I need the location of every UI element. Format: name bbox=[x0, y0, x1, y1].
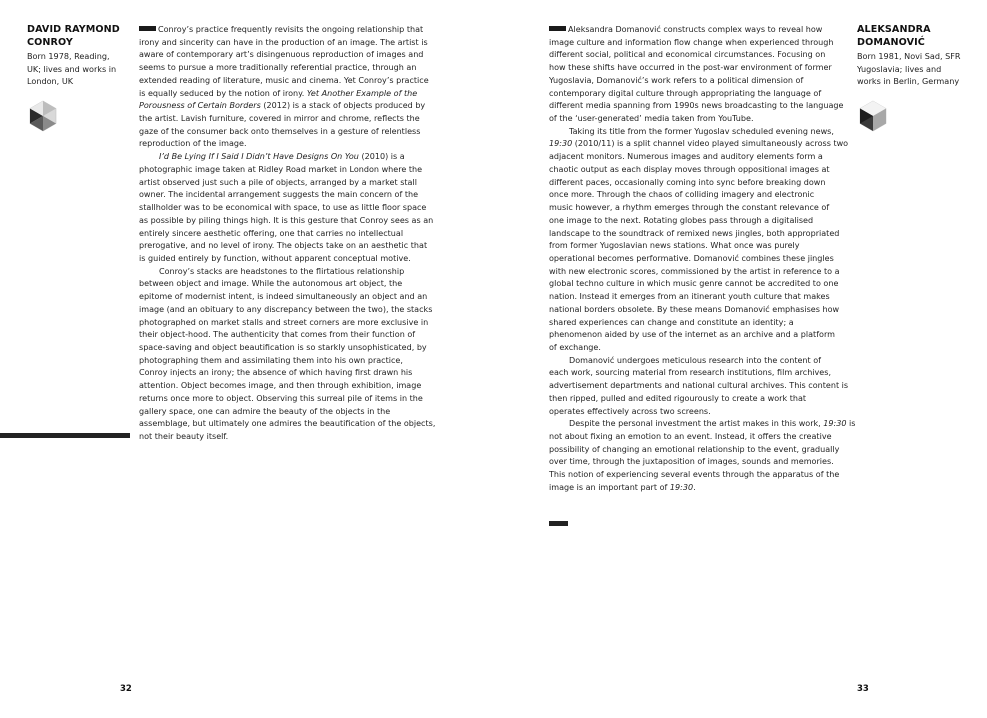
artist-name-line: CONROY bbox=[27, 36, 73, 48]
artwork-title: I’d Be Lying If I Said I Didn’t Have Designs On You bbox=[159, 152, 359, 162]
artwork-title: Yet Another Example of the bbox=[306, 88, 418, 98]
text-line: Aleksandra Domanović constructs complex ways to reveal how bbox=[568, 25, 823, 34]
text-line: entirely sincere aesthetic offering, one that carries no intellectual bbox=[139, 228, 404, 238]
text-line: prerogative, and no level of irony. The objects take on an aesthetic that bbox=[139, 241, 428, 251]
text-line: different social, political and economical circumstances. Focusing on bbox=[549, 50, 826, 60]
text-run: . bbox=[693, 482, 696, 492]
text-line: not their beauty itself. bbox=[139, 432, 229, 441]
text-line: gallery space, one can admire the beauty of the objects in the bbox=[139, 406, 391, 416]
text-line: extended reading of literature, music and cinema. Yet Conroy’s practice bbox=[139, 75, 429, 85]
text-line: photographic image taken at Ridley Road market in London where the bbox=[139, 164, 423, 174]
text-line: This notion of experiencing several events through the apparatus of the bbox=[549, 470, 840, 480]
artist-bio bbox=[27, 50, 127, 88]
artist-name-line: DOMANOVIĆ bbox=[857, 36, 925, 48]
text-line: with new electronic scores, commissioned by the artist in reference to a bbox=[549, 266, 840, 276]
text-line: returns once more to object. Observing this surreal pile of items in the bbox=[139, 393, 423, 403]
text-line: national borders obsolete. By these means Domanović emphasises how bbox=[549, 304, 840, 314]
text-line: different media spanning from 1990s news broadcasting to the language bbox=[549, 101, 844, 111]
text-line: image (and an obituary to any discrepancy between the two), the stacks bbox=[139, 304, 433, 314]
text-line: operates effectively across two screens. bbox=[549, 406, 711, 416]
artist-bio bbox=[857, 50, 972, 88]
bio-line: UK; lives and works in bbox=[27, 63, 117, 74]
text-line: stallholder was to be economical with space, to use as little floor space bbox=[139, 203, 427, 213]
text-line: space-saving and object beautification is so starkly unsophisticated, by bbox=[139, 342, 427, 352]
text-line: possibility of changing an emotional relationship to the event, gradually bbox=[549, 444, 840, 454]
text-line: of exchange. bbox=[549, 342, 601, 352]
text-line: aware of contemporary art’s disingenuous reproduction of images and bbox=[139, 50, 424, 60]
text-line: artist observed just such a pile of objects, arranged by a market stall bbox=[139, 177, 417, 187]
text-run: (2010/11) is a split channel video played simultaneously across two bbox=[572, 139, 849, 149]
bio-line: Born 1978, Reading, bbox=[27, 51, 110, 61]
text-line: of the ‘user-generated’ media taken from YouTube. bbox=[549, 114, 754, 124]
page-number-right: 33 bbox=[857, 684, 869, 694]
paragraph-marker-bar bbox=[139, 26, 156, 31]
text-line: advertisement departments and national cultural archives. This content is bbox=[549, 381, 849, 391]
text-line: attention. Object becomes image, and then through exhibition, image bbox=[139, 381, 422, 391]
bio-line: Yugoslavia; lives and bbox=[857, 63, 942, 74]
right-body-text bbox=[549, 24, 856, 495]
text-line: shared experiences can change and constitute an identity; a bbox=[549, 317, 794, 327]
left-body-text bbox=[139, 24, 439, 444]
text-run: Despite the personal investment the artist makes in this work, bbox=[569, 419, 824, 429]
text-run: image is an important part of bbox=[549, 482, 670, 492]
hexagon-emblem-icon bbox=[27, 100, 59, 132]
text-line: photographing them and assimilating them into his own practice, bbox=[139, 355, 403, 365]
text-line: Conroy’s practice frequently revisits the ongoing relationship that bbox=[158, 25, 424, 34]
text-line: Taking its title from the former Yugoslav scheduled evening news, bbox=[569, 126, 834, 136]
artist-name bbox=[27, 24, 127, 49]
text-line: landscape to the soundtrack of remixed news jingles, both appropriated bbox=[549, 228, 840, 238]
bio-line: works in Berlin, Germany bbox=[857, 76, 960, 86]
left-artist-block bbox=[27, 24, 127, 132]
artist-name bbox=[857, 24, 972, 49]
text-line: different paces, occasionally coming into sync before breaking down bbox=[549, 177, 826, 187]
paragraph bbox=[549, 24, 849, 37]
artwork-title: 19:30 bbox=[823, 419, 847, 429]
text-line: once more. Through the chaos of colliding imagery and electronic bbox=[549, 190, 815, 200]
text-line bbox=[139, 151, 439, 164]
artwork-title: Porousness of Certain Borders bbox=[139, 101, 261, 111]
text-line: reproduction of the image. bbox=[139, 139, 247, 149]
text-run: (2010) is a bbox=[358, 152, 405, 162]
text-line bbox=[549, 482, 849, 495]
text-line: their object-hood. The authenticity that comes from their function of bbox=[139, 330, 416, 340]
text-line: nation. Instead it emerges from an itinerant youth culture that makes bbox=[549, 292, 830, 302]
text-line: Yugoslavia, Domanović’s work refers to a political dimension of bbox=[549, 75, 804, 85]
text-line bbox=[139, 100, 439, 113]
left-margin-rule bbox=[0, 433, 130, 438]
text-line: irony and sincerity can have in the production of an image. The artist is bbox=[139, 37, 428, 47]
text-line: is guided entirely by function, without apparent conceptual motive. bbox=[139, 253, 411, 263]
text-line: music however, a rhythm emerges through the constant relevance of bbox=[549, 203, 830, 213]
artist-name-line: DAVID RAYMOND bbox=[27, 24, 120, 35]
text-line: then ripped, pulled and edited rigourously to create a work that bbox=[549, 393, 807, 403]
artwork-title: 19:30 bbox=[549, 139, 573, 149]
text-line: the artist. Lavish furniture, covered in mirror and chrome, reflects the bbox=[139, 114, 420, 124]
text-run: (2012) is a stack of objects produced by bbox=[260, 101, 426, 111]
text-line: seems to pursue a more traditionally referential practice, through an bbox=[139, 63, 417, 73]
text-line: global techno culture in which music genre cannot be accredited to one bbox=[549, 279, 839, 289]
text-line bbox=[549, 418, 856, 431]
text-line bbox=[139, 88, 439, 101]
text-line: assemblage, but ultimately one admires the beautification of the objects, bbox=[139, 419, 436, 429]
text-line: each work, sourcing material from research institutions, film archives, bbox=[549, 368, 832, 378]
text-line: contemporary digital culture through appropriating the language of bbox=[549, 88, 822, 98]
text-line: adjacent monitors. Numerous images and auditory elements form a bbox=[549, 152, 823, 162]
bio-line: London, UK bbox=[27, 76, 74, 86]
right-artist-block bbox=[857, 24, 972, 132]
paragraph-marker-bar bbox=[549, 26, 566, 31]
bio-line: Born 1981, Novi Sad, SFR bbox=[857, 51, 961, 61]
text-line: photographed on market stalls and street corners are more exclusive in bbox=[139, 317, 429, 327]
text-line: between object and image. While the autonomous art object, the bbox=[139, 279, 403, 289]
hexagon-emblem-icon bbox=[857, 100, 889, 132]
text-line: Domanović undergoes meticulous research into the content of bbox=[569, 355, 821, 365]
text-run: is equally seduced by the notion of irony. bbox=[139, 88, 307, 98]
artist-name-line: ALEKSANDRA bbox=[857, 24, 931, 35]
text-line bbox=[549, 138, 849, 151]
text-line: over time, through the juxtaposition of images, sounds and memories. bbox=[549, 457, 834, 467]
end-mark-bar bbox=[549, 521, 568, 526]
artwork-title: 19:30 bbox=[669, 482, 694, 492]
text-line: gaze of the consumer back onto themselves in a gesture of relentless bbox=[139, 126, 421, 136]
text-line: epitome of modernist intent, is indeed simultaneously an object and an bbox=[139, 292, 428, 302]
text-line: operational becomes performative. Domanović combines these jingles bbox=[549, 253, 834, 263]
text-line: how these shifts have occurred in the post-war environment of former bbox=[549, 63, 832, 73]
page-number-left: 32 bbox=[120, 684, 132, 694]
text-line: as possible by piling things high. It is this gesture that Conroy sees as an bbox=[139, 215, 434, 225]
text-line: not about fixing an emotion to an event. Instead, it offers the creative bbox=[549, 432, 832, 441]
text-line: Conroy’s stacks are headstones to the flirtatious relationship bbox=[159, 266, 405, 276]
text-run: is bbox=[846, 419, 856, 429]
text-line: from former Yugoslavian news stations. What once was purely bbox=[549, 241, 800, 251]
text-line: chaotic output as each display moves through oppositional images at bbox=[549, 164, 830, 174]
text-line: owner. The incidental arrangement suggests the main concern of the bbox=[139, 190, 419, 200]
paragraph bbox=[139, 24, 439, 37]
text-line: Conroy injects an irony; the absence of which having first drawn his bbox=[139, 368, 413, 378]
text-line: image culture and information flow change when experienced through bbox=[549, 37, 834, 47]
text-line: one image to the next. Rotating globes pass through a digitalised bbox=[549, 215, 814, 225]
text-line: phenomenon aided by use of the internet as an archive and a platform bbox=[549, 330, 835, 340]
